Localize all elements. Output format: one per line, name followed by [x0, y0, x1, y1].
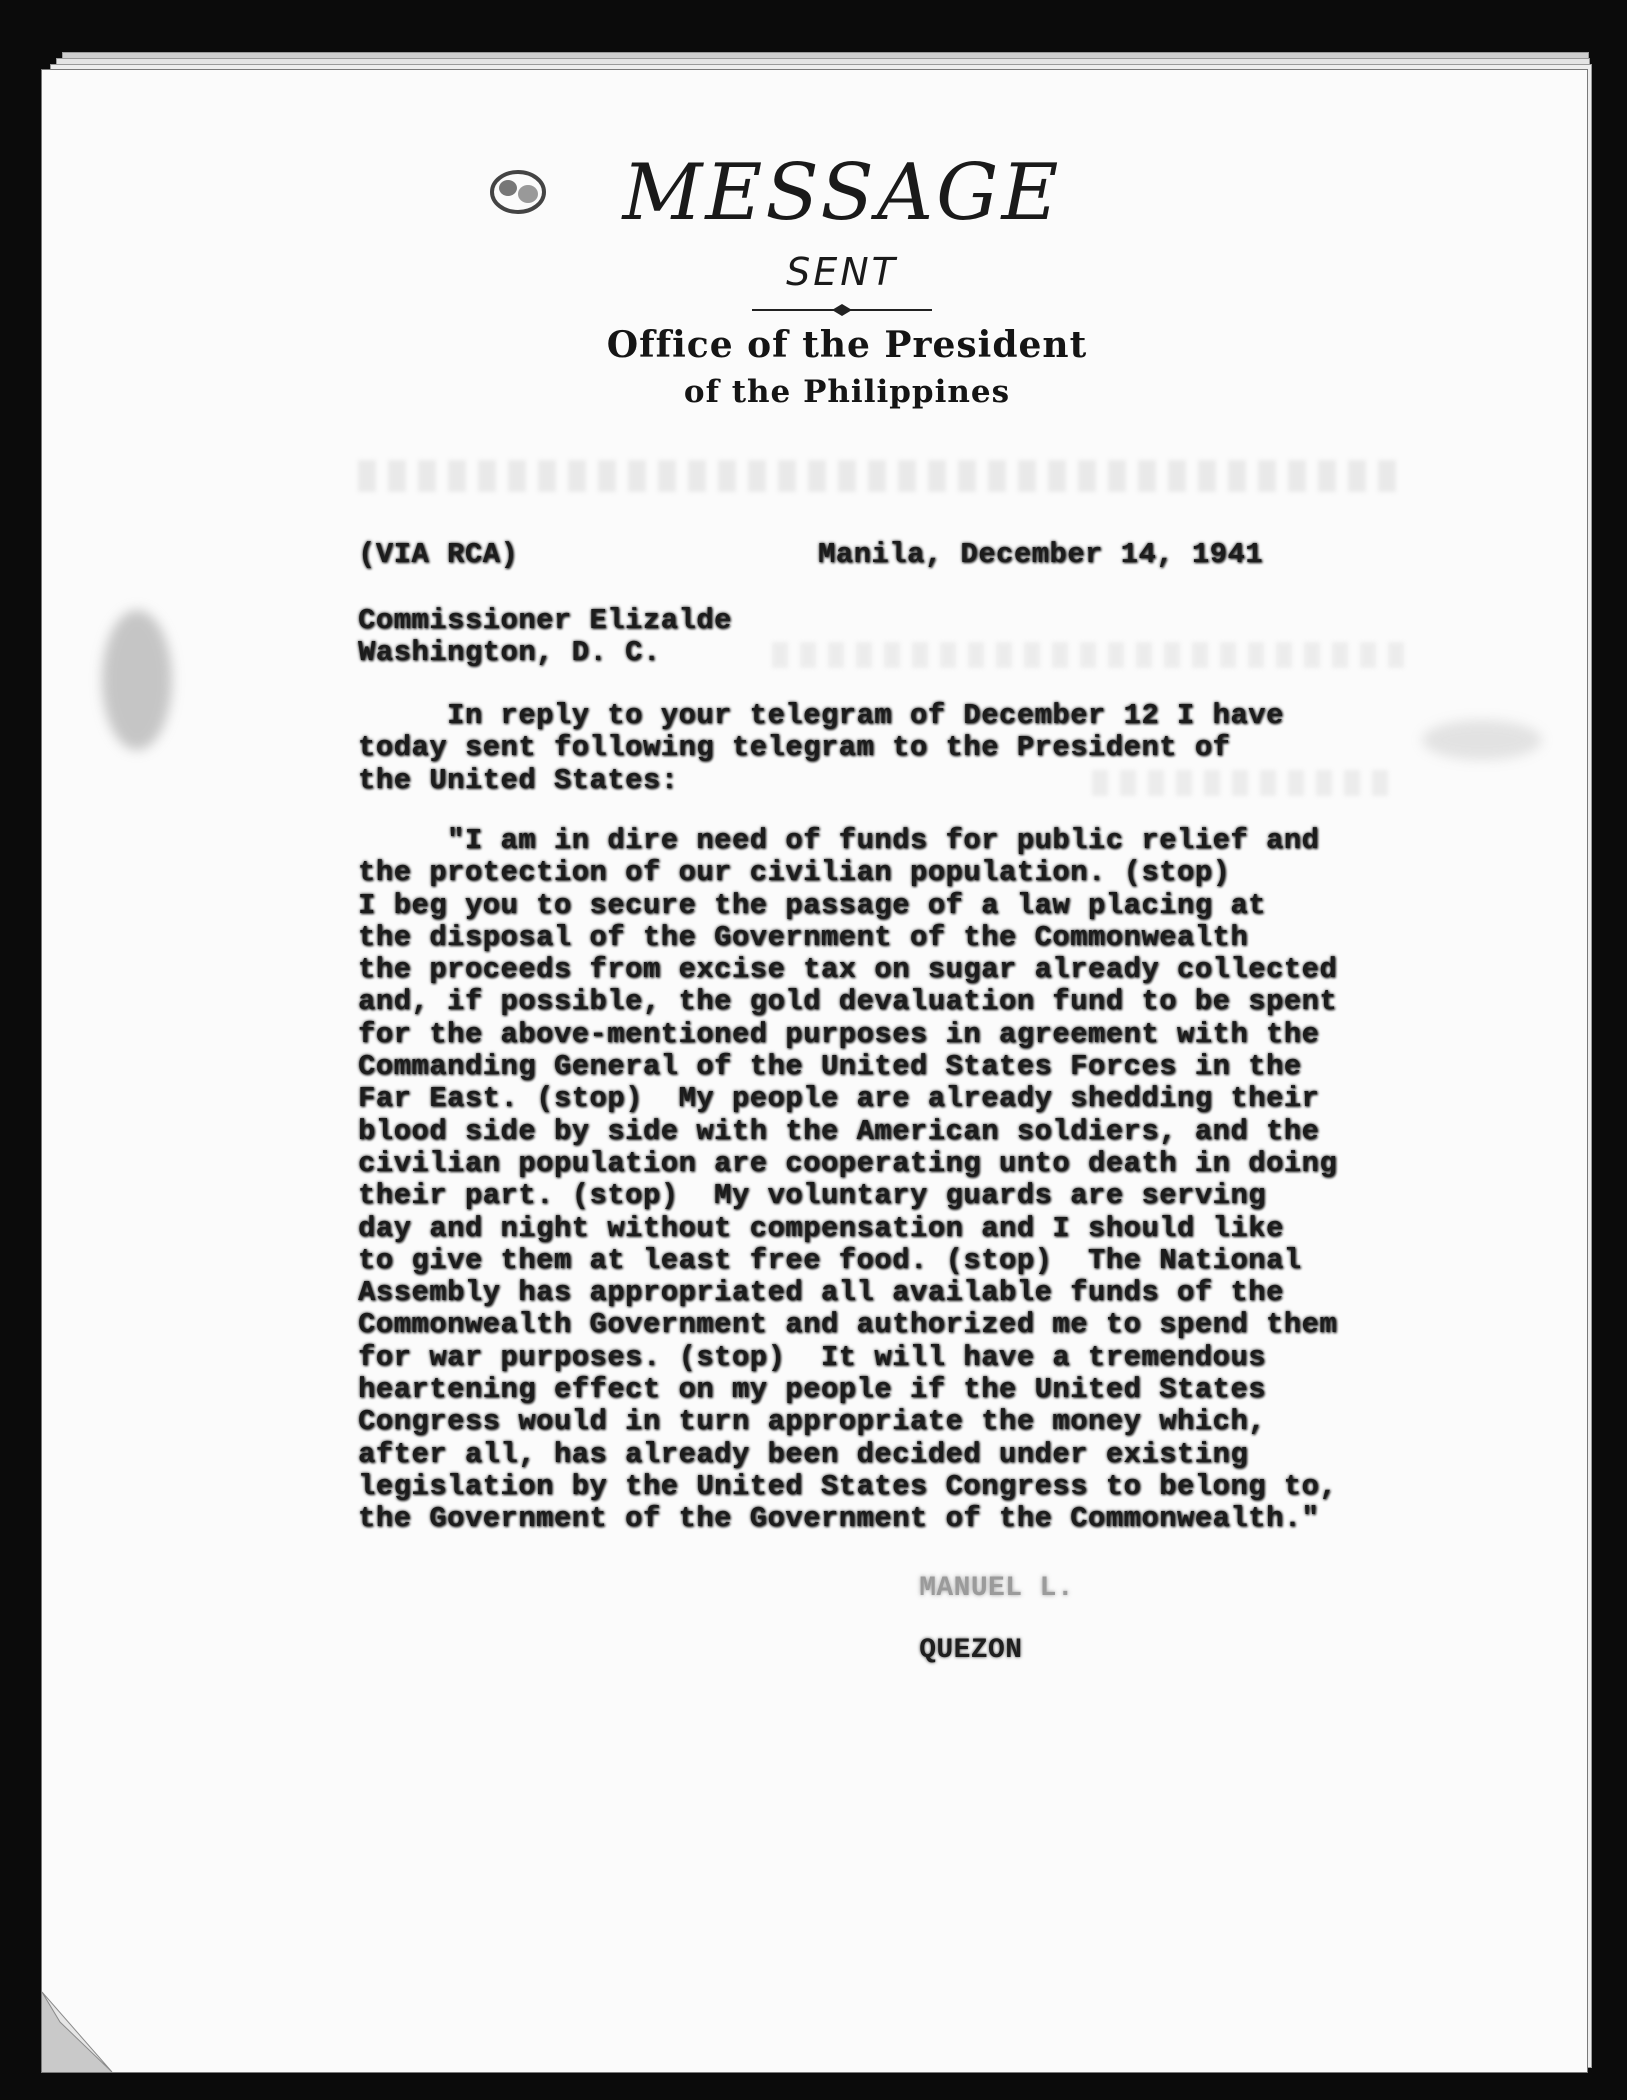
ornament-divider-icon — [752, 302, 932, 318]
text-line: their part. (stop) My voluntary guards are serving — [358, 1179, 1266, 1213]
text-line: for the above-mentioned purposes in agreement with the — [358, 1017, 1320, 1051]
text-line: "I am in dire need of funds for public relief and — [358, 824, 1320, 857]
letterhead-title: MESSAGE — [622, 148, 1062, 238]
text-line: the disposal of the Government of the Commonwealth — [358, 920, 1249, 954]
routing-note: (VIA RCA) — [358, 538, 519, 571]
text-line: Commonwealth Government and authorized me to spend them — [358, 1308, 1338, 1342]
text-line: day and night without compensation and I should like — [358, 1211, 1284, 1245]
signature-surname: QUEZON — [919, 1635, 1023, 1666]
text-line: Commanding General of the United States Forces in the — [358, 1050, 1302, 1084]
text-line: for war purposes. (stop) It will have a tremendous — [358, 1340, 1266, 1374]
text-line: blood side by side with the American soldiers, and the — [358, 1114, 1320, 1148]
folded-corner-icon — [42, 1962, 132, 2072]
signature-block — [816, 1542, 1074, 1697]
text-line: Far East. (stop) My people are already shedding their — [358, 1082, 1320, 1116]
letterhead-subtitle: SENT — [786, 250, 898, 294]
text-line: the Government of the Government of the Commonwealth." — [358, 1502, 1320, 1536]
text-line: and, if possible, the gold devaluation fund to be spent — [358, 985, 1338, 1019]
addressee-city: Washington, D. C. — [358, 636, 661, 669]
text-line: the proceeds from excise tax on sugar already collected — [358, 953, 1338, 987]
offset-ghost-text — [772, 642, 1412, 668]
text-line: civilian population are cooperating unto death in doing — [358, 1146, 1338, 1180]
text-line: In reply to your telegram of December 12 I have — [358, 699, 1284, 732]
text-line: the United States: — [358, 763, 679, 797]
intro-paragraph — [358, 700, 1438, 797]
telegram-paragraph — [358, 825, 1438, 1536]
text-line: Assembly has appropriated all available funds of the — [358, 1276, 1284, 1310]
offset-ghost-text — [358, 460, 1398, 492]
signature-first-name: MANUEL L. — [919, 1573, 1075, 1604]
text-line: legislation by the United States Congress to belong to, — [358, 1469, 1338, 1503]
office-line-2: of the Philippines — [683, 374, 1011, 410]
dateline: Manila, December 14, 1941 — [818, 538, 1264, 571]
text-line: Congress would in turn appropriate the money which, — [358, 1405, 1266, 1439]
text-line: to give them at least free food. (stop) The National — [358, 1243, 1302, 1277]
document-page — [42, 70, 1587, 2072]
addressee-name: Commissioner Elizalde — [358, 604, 732, 637]
text-line: the protection of our civilian population. (stop) — [358, 856, 1231, 890]
text-line: I beg you to secure the passage of a law placing at — [358, 888, 1266, 922]
text-line: after all, has already been decided under existing — [358, 1437, 1249, 1471]
seal-logo-icon — [486, 166, 550, 216]
text-line: today sent following telegram to the President of — [358, 731, 1231, 765]
scan-smudge — [1422, 720, 1542, 760]
scan-smudge — [102, 610, 172, 750]
office-line-1: Office of the President — [606, 324, 1088, 366]
text-line: heartening effect on my people if the United States — [358, 1373, 1266, 1407]
